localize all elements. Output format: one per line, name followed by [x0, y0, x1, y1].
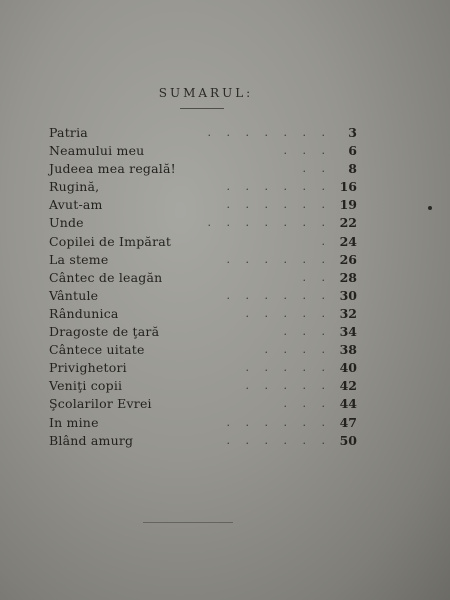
toc-entry [49, 142, 357, 160]
toc-entry-title: La steme [49, 251, 109, 267]
toc-entry-title: Şcolarilor Evrei [49, 396, 152, 412]
toc-entry-title: Patria [49, 125, 88, 140]
toc-leader-dots: . . . . [264, 343, 331, 357]
toc-entry-title: Blând amurg [49, 432, 134, 448]
toc-entry-title: Vântule [49, 287, 99, 303]
toc-entry-title: Dragoste de ţară [49, 324, 160, 340]
toc-entry-page: 40 [339, 360, 357, 376]
toc-entry-title: Unde [49, 215, 84, 231]
toc-leader-dots: . . . . . . [226, 288, 331, 302]
toc-leader-dots: . . . . . [245, 379, 331, 393]
toc-entry-title: In mine [49, 414, 99, 430]
toc-leader-dots: . . . . . . [226, 415, 331, 429]
toc-entry-title: Cântece uitate [49, 342, 145, 358]
toc-entry-title: Copilei de Impărat [49, 233, 172, 249]
toc-leader-dots: . . . . . . [226, 198, 331, 212]
toc-entry-page: 8 [348, 161, 357, 177]
toc-entry-page: 22 [339, 215, 357, 231]
toc-entry-title: Rugină, [49, 179, 100, 195]
toc-entry-title: Veniţi copii [49, 378, 123, 394]
toc-entry-page: 6 [348, 143, 357, 159]
toc-leader-dots: . . . [283, 325, 331, 339]
toc-entry-page: 47 [339, 414, 357, 430]
toc-entry [49, 341, 357, 359]
toc-entry [49, 414, 357, 432]
toc-entry [49, 251, 357, 269]
toc-entry-page: 44 [339, 396, 357, 412]
toc-entry [49, 178, 357, 196]
title-underline [180, 108, 224, 109]
toc-entry [49, 269, 357, 287]
toc-entry-title: Neamului meu [49, 143, 145, 159]
toc-entry-page: 3 [348, 125, 357, 140]
toc-entry [49, 287, 357, 305]
toc-entry-page: 26 [339, 251, 357, 267]
toc-entry-page: 34 [339, 324, 357, 340]
toc-leader-dots: . . . . . . [226, 252, 331, 266]
toc-entry [49, 196, 357, 214]
toc-entry [49, 323, 357, 341]
table-of-contents [49, 124, 357, 450]
toc-entry-page: 30 [339, 287, 357, 303]
ink-speck [428, 206, 432, 210]
toc-leader-dots: . . [302, 270, 331, 284]
toc-leader-dots: . . . [283, 144, 331, 158]
toc-entry [49, 233, 357, 251]
toc-entry-page: 32 [339, 305, 357, 321]
toc-entry-page: 42 [339, 378, 357, 394]
toc-leader-dots: . . . . . [245, 306, 331, 320]
toc-entry-title: Privighetori [49, 360, 127, 376]
toc-entry-page: 38 [339, 342, 357, 358]
toc-entry [49, 214, 357, 232]
toc-entry-title: Cântec de leagăn [49, 269, 163, 285]
toc-leader-dots: . . . . . . [226, 433, 331, 447]
toc-leader-dots: . [321, 234, 331, 248]
toc-entry-page: 19 [339, 197, 357, 213]
toc-entry [49, 160, 357, 178]
toc-entry [49, 359, 357, 377]
toc-entry [49, 377, 357, 395]
bottom-divider [143, 522, 233, 523]
toc-entry-page: 50 [339, 432, 357, 448]
toc-entry-page: 16 [339, 179, 357, 195]
toc-entry-title: Rândunica [49, 305, 119, 321]
toc-leader-dots: . . . . . [245, 361, 331, 375]
toc-entry [49, 432, 357, 450]
toc-entry [49, 124, 357, 142]
toc-entry-title: Avut-am [49, 197, 103, 213]
toc-leader-dots: . . . . . . [226, 180, 331, 194]
toc-entry-page: 24 [339, 233, 357, 249]
toc-entry [49, 305, 357, 323]
toc-leader-dots: . . . [283, 397, 331, 411]
page-title: SUMARUL: [158, 86, 254, 100]
toc-leader-dots: . . . . . . . [207, 126, 331, 139]
toc-leader-dots: . . [302, 162, 331, 176]
toc-entry-title: Judeea mea regală! [49, 161, 176, 177]
toc-leader-dots: . . . . . . . [207, 216, 331, 230]
toc-entry-page: 28 [339, 269, 357, 285]
toc-entry [49, 395, 357, 413]
